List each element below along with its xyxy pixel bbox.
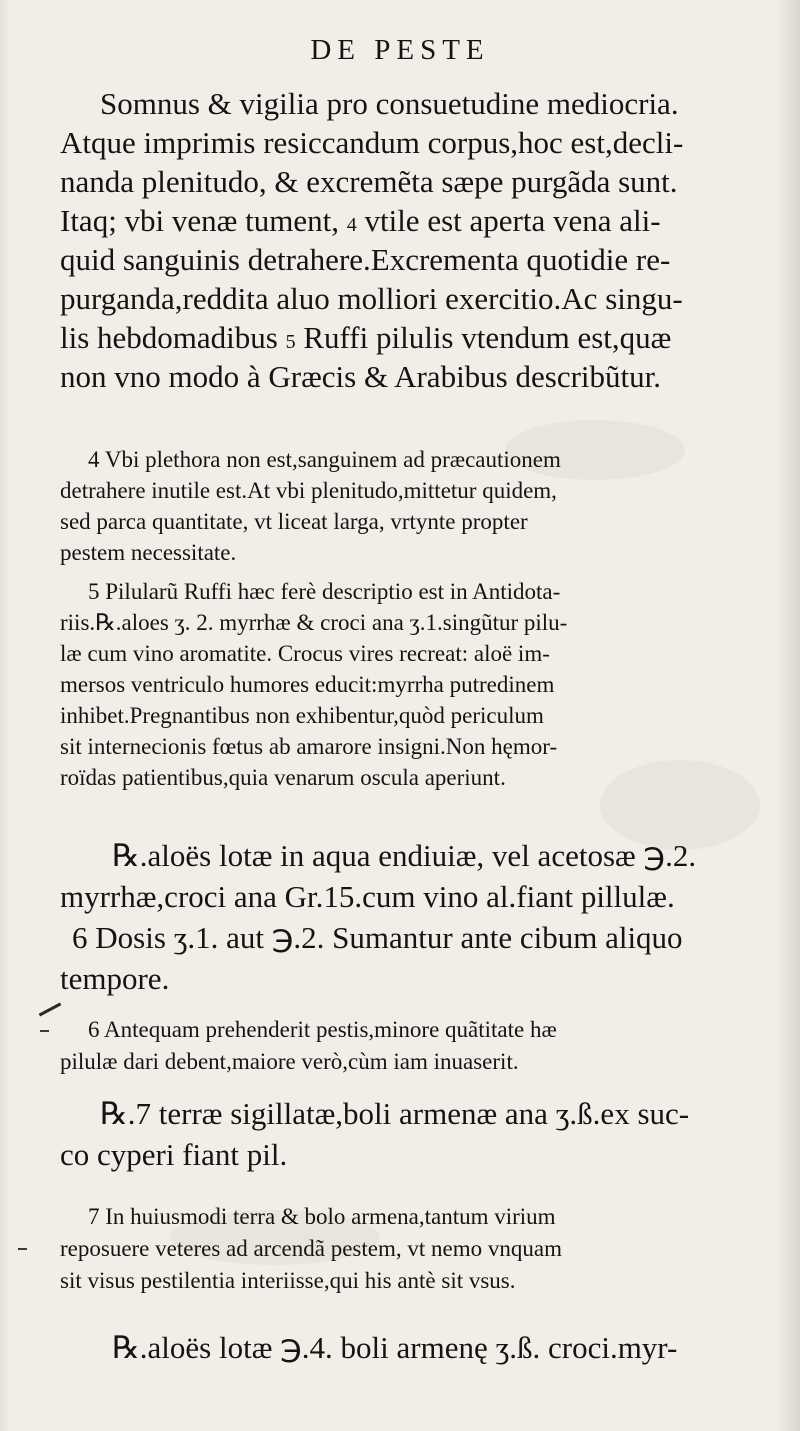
note-marker-4: 4 (346, 214, 357, 236)
recipe-line: ℞.7 terræ sigillatæ,boli armenæ ana ʒ.ß.ex suc- (100, 1096, 690, 1131)
footnote-line: roïdas patientibus,quia venarum oscula aperiunt. (60, 765, 506, 790)
footnote-line: riis.℞.aloes ʒ. 2. myrrhæ & croci ana ʒ.1.singũtur pilu- (60, 610, 568, 635)
body-line-part: Itaq; vbi venæ tument, (60, 203, 339, 238)
body-line: Atque imprimis resiccandum corpus,hoc est,decli- (60, 125, 684, 160)
body-line (60, 205, 661, 236)
footnote-line: sit visus pestilentia interiisse,qui his antè sit vsus. (60, 1268, 516, 1293)
footnote-line: detrahere inutile est.At vbi plenitudo,mittetur quidem, (60, 478, 557, 503)
recipe-line: 6 Dosis ʒ.1. aut ℈.2. Sumantur ante cibum aliquo (72, 920, 683, 955)
running-header: DE PESTE (310, 34, 490, 66)
footnote-line: 6 Antequam prehenderit pestis,minore quãtitate hæ (88, 1017, 557, 1042)
page-left-shadow (0, 0, 10, 1431)
footnote-line: mersos ventriculo humores educit:myrrha putredinem (60, 672, 555, 697)
recipe-line: ℞.aloës lotæ in aqua endiuiæ, vel acetosæ ℈.2. (112, 838, 697, 873)
paper-stain (600, 760, 760, 850)
footnote-line: 4 Vbi plethora non est,sanguinem ad præcautionem (88, 447, 561, 472)
body-line: Somnus & vigilia pro consuetudine mediocria. (100, 86, 679, 121)
footnote-line: 7 In huiusmodi terra & bolo armena,tantum virium (88, 1204, 556, 1229)
margin-tick (18, 1248, 27, 1250)
body-line-part: Ruffi pilulis vtendum est,quæ (303, 320, 672, 355)
body-line: nanda plenitudo, & excremẽta sæpe purgãda sunt. (60, 164, 678, 199)
body-line: non vno modo à Græcis & Arabibus describũtur. (60, 359, 661, 394)
recipe-line: co cyperi fiant pil. (60, 1137, 288, 1172)
ink-mark (39, 1003, 62, 1017)
body-line: purganda,reddita aluo molliori exercitio.Ac singu- (60, 281, 683, 316)
body-line-part: vtile est aperta vena ali- (364, 203, 661, 238)
margin-tick (40, 1030, 49, 1032)
footnote-line: reposuere veteres ad arcendã pestem, vt nemo vnquam (60, 1236, 562, 1261)
footnote-line: pilulæ dari debent,maiore verò,cùm iam inuaserit. (60, 1049, 519, 1074)
page-binding-shadow (776, 0, 800, 1431)
body-line: quid sanguinis detrahere.Excrementa quotidie re- (60, 242, 671, 277)
footnote-line: læ cum vino aromatite. Crocus vires recreat: aloë im- (60, 641, 550, 666)
footnote-line: 5 Pilularũ Ruffi hæc ferè descriptio est in Antidota- (88, 579, 561, 604)
recipe-line: tempore. (60, 961, 170, 996)
footnote-line: sit internecionis fœtus ab amarore insigni.Non hęmor- (60, 734, 558, 759)
body-line-part: lis hebdomadibus (60, 320, 278, 355)
footnote-line: inhibet.Pregnantibus non exhibentur,quòd periculum (60, 703, 544, 728)
note-marker-5: 5 (285, 331, 296, 353)
footnote-line: sed parca quantitate, vt liceat larga, vrtynte propter (60, 509, 528, 534)
body-line (60, 322, 671, 353)
recipe-line: ℞.aloës lotæ ℈.4. boli armenę ʒ.ß. croci.myr- (112, 1330, 678, 1365)
footnote-line: pestem necessitate. (60, 540, 237, 565)
recipe-line: myrrhæ,croci ana Gr.15.cum vino al.fiant pillulæ. (60, 879, 675, 914)
